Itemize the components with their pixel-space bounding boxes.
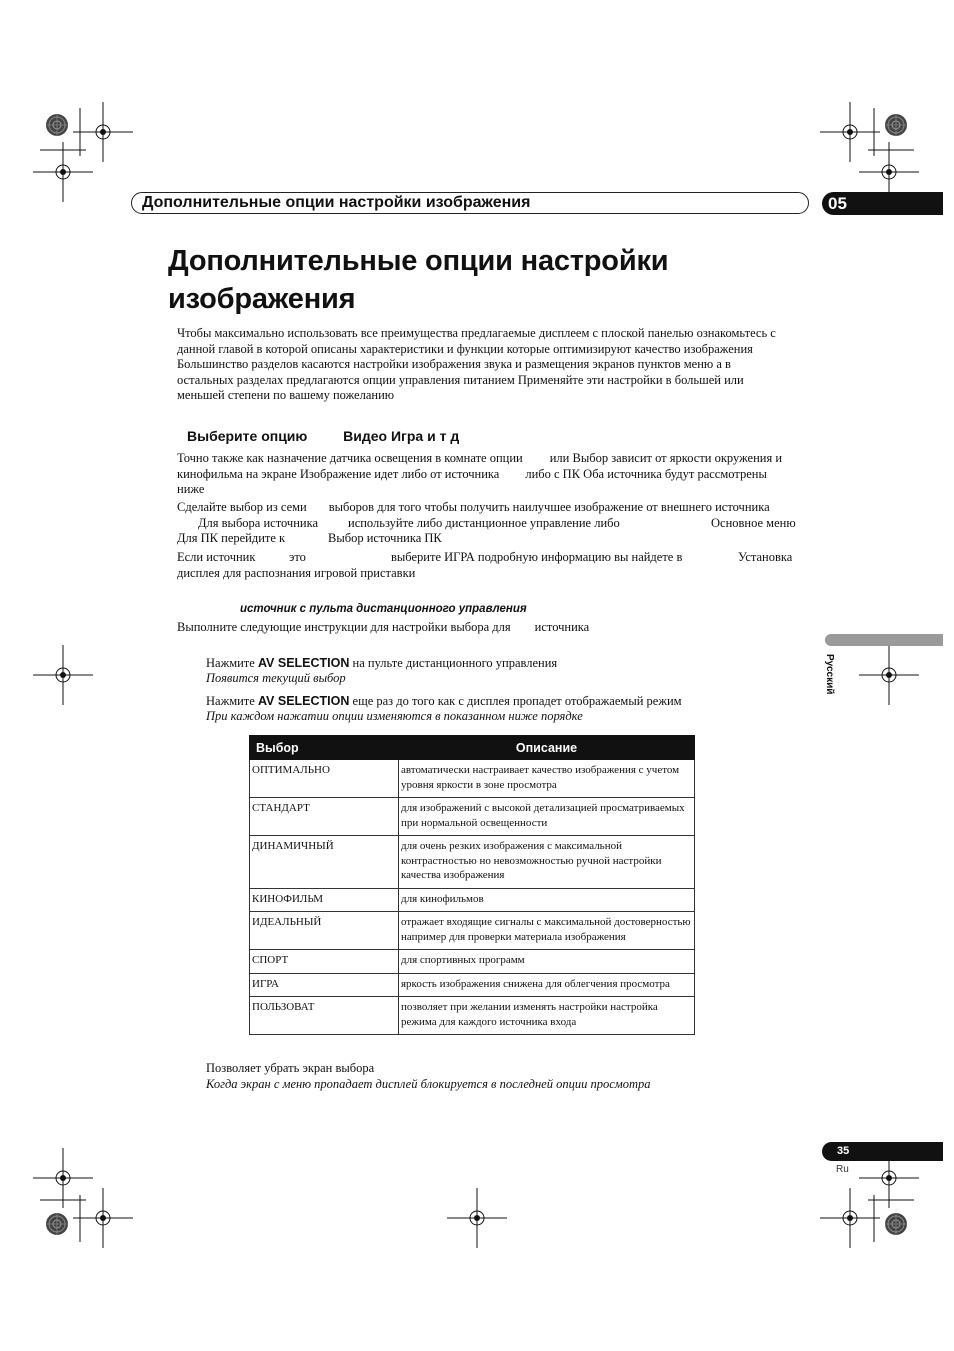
text-run: Установка	[738, 550, 793, 564]
step-text: Нажмите	[206, 694, 255, 708]
text-run: или Выбор зависит от яркости окружения и	[549, 451, 783, 465]
table-header-row	[250, 736, 695, 760]
chapter-number: 05	[828, 194, 847, 213]
step-1	[206, 656, 557, 671]
text-run: либо с ПК Оба источника будут рассмотрены	[525, 466, 767, 481]
page-language-code: Ru	[836, 1164, 849, 1175]
description-cell: яркость изображения снижена для облегчения просмотра	[399, 973, 695, 997]
table-row	[250, 760, 695, 798]
description-cell: для кинофильмов	[399, 888, 695, 912]
table-header-mode: Выбор	[250, 736, 399, 760]
step-1-note: Появится текущий выбор	[206, 671, 346, 685]
page-title-line-1: Дополнительные опции настройки	[168, 245, 669, 277]
text-run: Если источник	[177, 550, 256, 564]
description-cell: отражает входящие сигналы с максимальной достоверностью например для проверки материала изображения	[399, 912, 695, 950]
table-row	[250, 950, 695, 974]
av-mode-table	[249, 735, 695, 1035]
text-run: Для ПК перейдите к	[177, 531, 286, 545]
table-row	[250, 973, 695, 997]
intro-line: данной главой в которой описаны характеристики и функции которые оптимизируют качество изображения	[177, 341, 753, 356]
mode-cell: ПОЛЬЗОВАТ	[250, 997, 399, 1035]
step-text: Нажмите	[206, 656, 255, 670]
section1-paragraph-1	[177, 451, 812, 498]
text-run: дисплея для распознания игровой приставки	[177, 565, 416, 580]
page-title	[168, 242, 788, 318]
mode-cell: СПОРТ	[250, 950, 399, 974]
mode-cell: КИНОФИЛЬМ	[250, 888, 399, 912]
description-cell: позволяет при желании изменять настройки настройка режима для каждого источника входа	[399, 997, 695, 1035]
language-side-label: Русский	[824, 654, 835, 695]
table-row	[250, 888, 695, 912]
section-heading-select-option	[187, 428, 459, 444]
page-title-line-2: изображения	[168, 283, 356, 315]
section-heading-part: Выберите опцию	[187, 428, 308, 444]
section-heading-part: Видео Игра и т д	[343, 428, 460, 444]
mode-cell: ИДЕАЛЬНЫЙ	[250, 912, 399, 950]
language-side-tab	[825, 634, 943, 646]
description-cell: для изображений с высокой детализацией просматриваемых при нормальной освещенности	[399, 798, 695, 836]
mode-cell: ИГРА	[250, 973, 399, 997]
table-row	[250, 997, 695, 1035]
section2-intro	[177, 620, 812, 636]
table-row	[250, 912, 695, 950]
text-run: Точно также как назначение датчика освещения в комнате опции	[177, 451, 523, 465]
intro-paragraph	[177, 326, 812, 404]
description-cell: для спортивных программ	[399, 950, 695, 974]
running-header-title: Дополнительные опции настройки изображения	[142, 194, 531, 211]
text-run: это	[289, 550, 306, 564]
page-number: 35	[837, 1145, 850, 1157]
text-run: Выполните следующие инструкции для настройки выбора для	[177, 620, 511, 634]
intro-line: Чтобы максимально использовать все преимущества предлагаемые дисплеем с плоской панелью ознакомьтесь с	[177, 326, 776, 340]
intro-line: Большинство разделов касаются настройки изображения звука и размещения экранов пунктов меню а в	[177, 357, 731, 371]
description-cell: автоматически настраивает качество изображения с учетом уровня яркости в зоне просмотра	[399, 760, 695, 798]
step-text: еще раз до того как с дисплея пропадет отображаемый режим	[352, 694, 682, 708]
table-row	[250, 798, 695, 836]
section-heading-remote-source: источник с пульта дистанционного управления	[240, 603, 527, 615]
step-text: на пульте дистанционного управления	[352, 656, 558, 670]
step-2	[206, 694, 682, 709]
text-run: Основное меню	[711, 515, 796, 530]
description-cell: для очень резких изображения с максимальной контрастностью но невозможностью ручной настройки качества изображения	[399, 836, 695, 889]
av-selection-key-label: AV SELECTION	[257, 694, 350, 708]
intro-line: меньшей степени по вашему пожеланию	[177, 388, 395, 402]
mode-cell: ДИНАМИЧНЫЙ	[250, 836, 399, 889]
text-run: Сделайте выбор из семи	[177, 500, 307, 514]
text-run: ниже	[177, 482, 205, 496]
text-run: выборов для того чтобы получить наилучшее изображение от внешнего источника	[328, 500, 770, 514]
table-header-description: Описание	[399, 736, 695, 760]
table-row	[250, 836, 695, 889]
mode-cell: ОПТИМАЛЬНО	[250, 760, 399, 798]
final-step-text: Позволяет убрать экран выбора	[206, 1061, 375, 1075]
step-2-note: При каждом нажатии опции изменяются в показанном ниже порядке	[206, 709, 583, 723]
text-run: используйте либо дистанционное управление либо	[348, 515, 620, 530]
av-selection-key-label: AV SELECTION	[257, 656, 350, 670]
final-step-note: Когда экран с меню пропадает дисплей блокируется в последней опции просмотра	[206, 1077, 651, 1091]
intro-line: остальных разделах предлагаются опции управления питанием Применяйте эти настройки в большей или	[177, 372, 744, 387]
text-run: Выбор источника ПК	[328, 531, 442, 545]
text-run: источника	[534, 620, 590, 634]
text-run: Для выбора источника	[198, 515, 319, 530]
text-run: кинофильма на экране Изображение идет либо от источника	[177, 466, 500, 481]
section1-paragraph-3	[177, 550, 812, 581]
text-run: выберите ИГРА подробную информацию вы найдете в	[391, 550, 683, 564]
section1-paragraph-2	[177, 500, 812, 547]
mode-cell: СТАНДАРТ	[250, 798, 399, 836]
